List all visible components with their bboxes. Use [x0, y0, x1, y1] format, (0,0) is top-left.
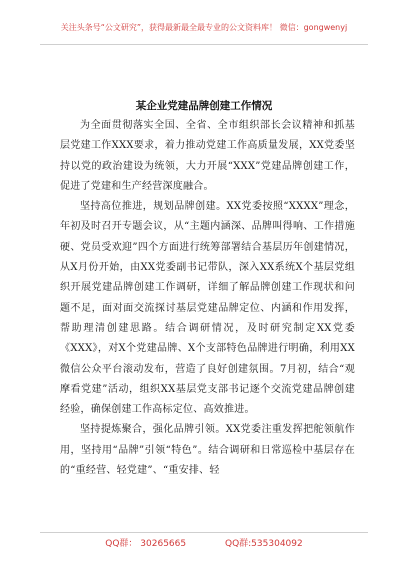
document-body [60, 116, 355, 481]
paragraph-intro: 为全面贯彻落实全国、全省、全市组织部长会议精神和抓基层党建工作XXX要求，着力推动党建工作高质量发展，XX党委坚持以党的政治建设为统领，大力开展“XXX”党建品牌创建工作，促进了党建和生产经营深度融合。 [60, 120, 355, 192]
footer-divider [40, 532, 368, 533]
header-divider [40, 44, 368, 45]
paragraph-planning: 坚持高位推进，规划品牌创建。XX党委按照“XXXX”理念，年初及时召开专题会议，从“主题内涵深、品牌叫得响、工作措施硬、党员受欢迎”四个方面进行统筹部署结合基层历年创建情况，从X月份开始，由XX党委副书记带队，深入XX系统X个基层党组织开展党建品牌创建工作调研，详细了解品牌创建工作现状和问题不足，面对面交流探讨基层党建品牌定位、内涵和作用发挥，帮助理清创建思路。结合调研情况，及时研究制定XX党委《XXX》，对X个党建品牌、X个支部特色品牌进行明确，利用XX微信公众平台滚动发布，营造了良好创建氛围。7月初，结合“观摩看党建”活动，组织XX基层党支部书记逐个交流党建品牌创建经验，确保创建工作高标定位、高效推进。 [60, 201, 355, 416]
document-title: 某企业党建品牌创建工作情况 [135, 100, 273, 112]
paragraph-guidance: 坚持提炼聚合，强化品牌引领。XX党委注重发挥把舵领航作用，坚持用“品牌”引领“特色”。结合调研和日常巡检中基层存在的“重经营、轻党建”、“重安排、轻 [60, 424, 355, 477]
qq-group-1: QQ群： 30265665 [105, 539, 187, 549]
promo-banner: 关注头条号“公文研究”，获得最新最全最专业的公文资料库！ 微信：gongwenyj [60, 23, 348, 32]
qq-group-2: QQ群:535304092 [224, 539, 303, 549]
page-footer [0, 536, 408, 549]
